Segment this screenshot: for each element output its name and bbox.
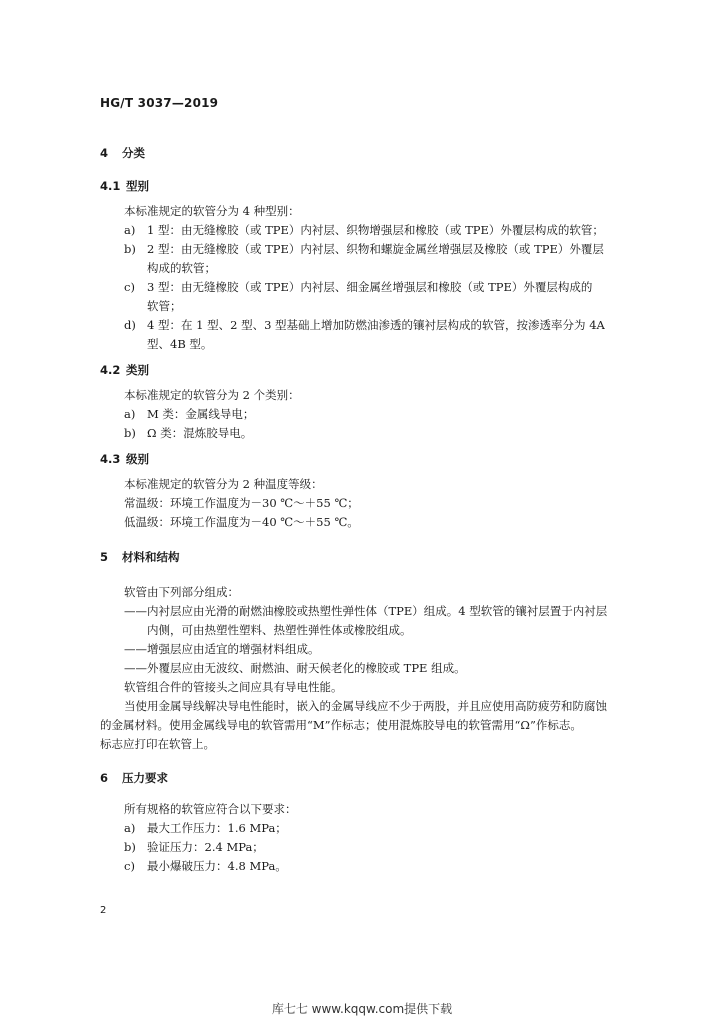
list-label: c)	[124, 280, 135, 294]
section-number: 4	[100, 146, 109, 160]
paragraph: 内侧，可由热塑性塑料、热塑性弹性体或橡胶组成。	[147, 623, 412, 637]
download-watermark: 库七七 www.kqqw.com提供下载	[271, 1002, 453, 1016]
section-number: 6	[100, 771, 109, 785]
list-label: a)	[124, 223, 136, 237]
standard-code: HG/T 3037—2019	[100, 96, 219, 110]
list-item: 最大工作压力：1.6 MPa；	[147, 821, 287, 835]
section-title: 分类	[122, 146, 145, 160]
list-label: b)	[124, 426, 136, 440]
list-item: 最小爆破压力：4.8 MPa。	[147, 859, 287, 873]
section-4-1-heading	[100, 178, 149, 194]
list-item-continuation: 型、4B 型。	[147, 337, 213, 351]
section-4-heading	[100, 145, 145, 161]
section-title: 类别	[126, 363, 149, 377]
page-number: 2	[100, 905, 107, 916]
section-number: 4.3	[100, 452, 121, 466]
section-4-2-heading	[100, 362, 149, 378]
paragraph: 软管由下列部分组成：	[124, 585, 239, 599]
section-number: 5	[100, 550, 109, 564]
list-item: 验证压力：2.4 MPa；	[147, 840, 264, 854]
paragraph: 软管组合件的管接头之间应具有导电性能。	[124, 680, 343, 694]
list-label: a)	[124, 407, 136, 421]
list-label: d)	[124, 318, 136, 332]
list-label: a)	[124, 821, 136, 835]
list-item-continuation: 软管；	[147, 299, 182, 313]
paragraph: 标志应打印在软管上。	[100, 737, 215, 751]
list-item-continuation: 构成的软管；	[147, 261, 216, 275]
list-label: b)	[124, 242, 136, 256]
paragraph: 常温级：环境工作温度为－30 ℃～＋55 ℃；	[124, 496, 359, 510]
section-4-3-heading	[100, 451, 149, 467]
list-label: b)	[124, 840, 136, 854]
section-number: 4.1	[100, 179, 121, 193]
list-item: 2 型：由无缝橡胶（或 TPE）内衬层、织物和螺旋金属丝增强层及橡胶（或 TPE）外覆层	[147, 242, 604, 256]
list-item: 1 型：由无缝橡胶（或 TPE）内衬层、织物增强层和橡胶（或 TPE）外覆层构成的软管；	[147, 223, 604, 237]
paragraph: 本标准规定的软管分为 4 种型别：	[124, 204, 300, 218]
paragraph: ——增强层应由适宜的增强材料组成。	[124, 642, 320, 656]
section-6-heading	[100, 770, 168, 786]
paragraph: 所有规格的软管应符合以下要求：	[124, 802, 297, 816]
section-title: 级别	[126, 452, 149, 466]
list-item: Ω 类：混炼胶导电。	[147, 426, 253, 440]
paragraph: 低温级：环境工作温度为－40 ℃～＋55 ℃。	[124, 515, 359, 529]
paragraph: 当使用金属导线解决导电性能时，嵌入的金属导线应不少于两股，并且应使用高防疲劳和防腐蚀	[124, 699, 607, 713]
list-item: 4 型：在 1 型、2 型、3 型基础上增加防燃油渗透的镶衬层构成的软管，按渗透率分为 4A	[147, 318, 605, 332]
section-number: 4.2	[100, 363, 121, 377]
section-title: 型别	[126, 179, 149, 193]
section-5-heading	[100, 549, 180, 565]
paragraph: 本标准规定的软管分为 2 种温度等级：	[124, 477, 323, 491]
paragraph: 的金属材料。使用金属线导电的软管需用“M”作标志；使用混炼胶导电的软管需用“Ω”作标志。	[100, 718, 582, 732]
paragraph: 本标准规定的软管分为 2 个类别：	[124, 388, 300, 402]
paragraph: ——外覆层应由无波纹、耐燃油、耐天候老化的橡胶或 TPE 组成。	[124, 661, 466, 675]
paragraph: ——内衬层应由光滑的耐燃油橡胶或热塑性弹性体（TPE）组成。4 型软管的镶衬层置于内衬层	[124, 604, 608, 618]
list-item: 3 型：由无缝橡胶（或 TPE）内衬层、细金属丝增强层和橡胶（或 TPE）外覆层构成的	[147, 280, 593, 294]
list-item: M 类：金属线导电；	[147, 407, 255, 421]
section-title: 材料和结构	[122, 550, 180, 564]
section-title: 压力要求	[122, 771, 168, 785]
list-label: c)	[124, 859, 135, 873]
